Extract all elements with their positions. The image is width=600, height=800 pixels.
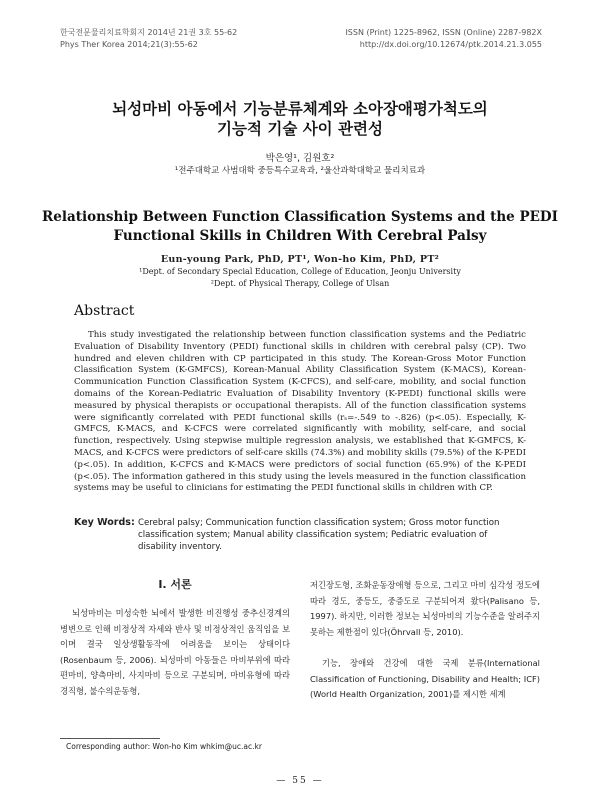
journal-header-right: [345, 27, 542, 51]
footnote-divider: [60, 738, 160, 739]
body-column-2-paragraph-2: 기능, 장애와 건강에 대한 국제 분류(International Classification of Functioning, Disability and Health; ICF)(World Health Organization, 2001)를 제시한 세계: [310, 658, 540, 699]
affiliation-1: ¹Dept. of Secondary Special Education, College of Education, Jeonju University: [139, 267, 461, 276]
corresponding-author-footnote: Corresponding author: Won-ho Kim whkim@uc.ac.kr: [66, 742, 262, 751]
english-affiliations: [0, 266, 600, 290]
abstract-text: This study investigated the relationship between function classification systems and the Pediatric Evaluation of Disability Inventory (PEDI) functional skills in children with cerebral palsy (CP). Two hundred and eleven children with CP participated in this study. The Korean-Gross Motor Function Classification System (K-GMFCS), Korean-Manual Ability Classification System (K-MACS), Korean-Communication Function Classification System (K-CFCS), and self-care, mobility, and social function domains of the Korean-Pediatric Evaluation of Disability Inventory (K-PEDI) functional skills were measured by physical therapists or occupational therapists. All of the function classification systems were significantly correlated with PEDI functional skills (rₛ=-.549 to -.826) (p<.05). Especially, K-GMFCS, K-MACS, and K-CFCS were correlated significantly with mobility, self-care, and social function, respectively. Using stepwise multiple regression analysis, we established that K-GMFCS, K-MACS, and K-CFCS were predictors of self-care skills (74.3%) and mobility skills (79.5%) of the K-PEDI (p<.05). In addition, K-CFCS and K-MACS were predictors of social function (65.9%) of the K-PEDI (p<.05). The information gathered in this study using the levels measured in the function classification systems may be useful to clinicians for estimating the PEDI functional skills in children with CP.: [74, 330, 526, 494]
journal-header-left: [60, 27, 237, 51]
page-number: — 55 —: [276, 776, 324, 786]
korean-title-line-1: 뇌성마비 아동에서 기능분류체계와 소아장애평가척도의: [112, 100, 488, 118]
abstract-heading: Abstract: [74, 303, 135, 319]
issn: ISSN (Print) 1225-8962, ISSN (Online) 2287-982X: [345, 28, 542, 37]
keywords-text: Cerebral palsy; Communication function classification system; Gross motor function classification system; Manual ability classification system; Pediatric evaluation of disability inventory.: [138, 518, 500, 552]
affiliation-2: ²Dept. of Physical Therapy, College of Ulsan: [210, 279, 390, 288]
section-title-introduction: Ⅰ. 서론: [158, 578, 192, 591]
keywords-block: [74, 517, 526, 553]
journal-citation-korean: 한국전문물리치료학회지 2014년 21권 3호 55-62: [60, 28, 238, 37]
body-column-2-paragraph-1: 저긴장도형, 조화운동장애형 등으로, 그리고 마비 심각성 정도에 따라 경도, 중등도, 중증도로 구분되어져 왔다(Palisano 등, 1997). 하지만, 이러한 정보는 뇌성마비의 기능수준을 알려주지 못하는 제한점이 있다(Öhrvall 등, 2010).: [310, 580, 540, 637]
english-title: [0, 208, 600, 246]
english-authors: Eun-young Park, PhD, PT¹, Won-ho Kim, PhD, PT²: [160, 254, 440, 265]
korean-authors: 박은영¹, 김원호²: [265, 153, 335, 164]
english-title-line-1: Relationship Between Function Classification Systems and the PEDI: [42, 209, 558, 225]
korean-affiliation: ¹전주대학교 사범대학 중등특수교육과, ²울산과학대학교 물리치료과: [174, 166, 426, 176]
keywords-label: Key Words:: [74, 517, 135, 528]
english-title-line-2: Functional Skills in Children With Cerebral Palsy: [113, 228, 487, 244]
korean-title: [0, 99, 600, 139]
journal-citation-english: Phys Ther Korea 2014;21(3):55-62: [60, 40, 198, 49]
doi-link[interactable]: http://dx.doi.org/10.12674/ptk.2014.21.3.055: [359, 40, 542, 49]
korean-title-line-2: 기능적 기술 사이 관련성: [217, 120, 383, 138]
body-column-1-paragraph: 뇌성마비는 미성숙한 뇌에서 발생한 비진행성 중추신경계의 병변으로 인해 비정상적 자세와 반사 및 비정상적인 움직임을 보이며 결국 일상생활동작에 어려움을 보이는 상태이다(Rosenbaum 등, 2006). 뇌성마비 아동들은 마비부위에 따라 편마비, 양측마비, 사지마비 등으로 구분되며, 마비유형에 따라 경직형, 불수의운동형,: [60, 608, 290, 696]
